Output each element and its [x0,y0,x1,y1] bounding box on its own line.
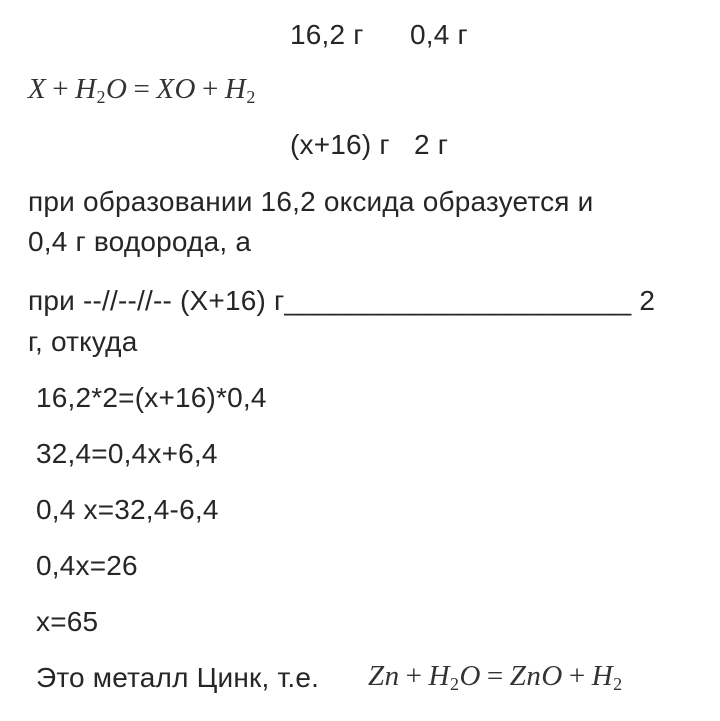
solution-step-5: x=65 [36,606,99,637]
explanation-line-4: г, откуда [28,326,138,357]
eq-plus-2: + [202,73,219,105]
eq-h2-sub: 2 [246,87,256,107]
mass-label-oxide: 16,2 г [290,19,364,50]
zn-eq-h: H [428,660,450,692]
zn-eq-equals: = [486,660,504,692]
eq-plus-1: + [52,73,70,105]
zn-eq-zn: Zn [368,660,400,692]
zn-eq-plus-2: + [568,660,586,692]
eq-h: H [75,73,97,105]
zinc-reaction-equation [368,659,623,693]
explanation-line-1: при образовании 16,2 оксида образуется и [28,186,594,217]
reaction-equation [28,72,256,106]
solution-step-3: 0,4 x=32,4-6,4 [36,494,219,525]
eq-h-sub: 2 [96,87,107,107]
zn-eq-plus-1: + [405,660,423,692]
eq-xo: XO [156,73,197,105]
zn-eq-zno: ZnO [509,660,563,692]
eq-equals: = [133,73,151,105]
zn-eq-h2-sub: 2 [613,674,623,694]
molar-mass-oxide: (x+16) г [290,129,390,160]
solution-step-2: 32,4=0,4x+6,4 [36,438,218,469]
eq-x: X [28,73,47,105]
molar-mass-hydrogen: 2 г [414,129,449,160]
eq-o: O [106,73,128,105]
conclusion-text: Это металл Цинк, т.е. [36,662,320,693]
zn-eq-h2: H [591,660,614,692]
solution-step-4: 0,4x=26 [36,550,138,581]
zn-eq-o: O [459,660,481,692]
solution-step-1: 16,2*2=(x+16)*0,4 [36,382,267,413]
eq-h2: H [224,73,247,105]
explanation-line-3: при --//--//-- (X+16) г______________________ 2 [28,285,656,316]
zn-eq-h-sub: 2 [449,674,460,694]
explanation-line-2: 0,4 г водорода, а [28,226,252,257]
mass-label-hydrogen: 0,4 г [410,19,468,50]
